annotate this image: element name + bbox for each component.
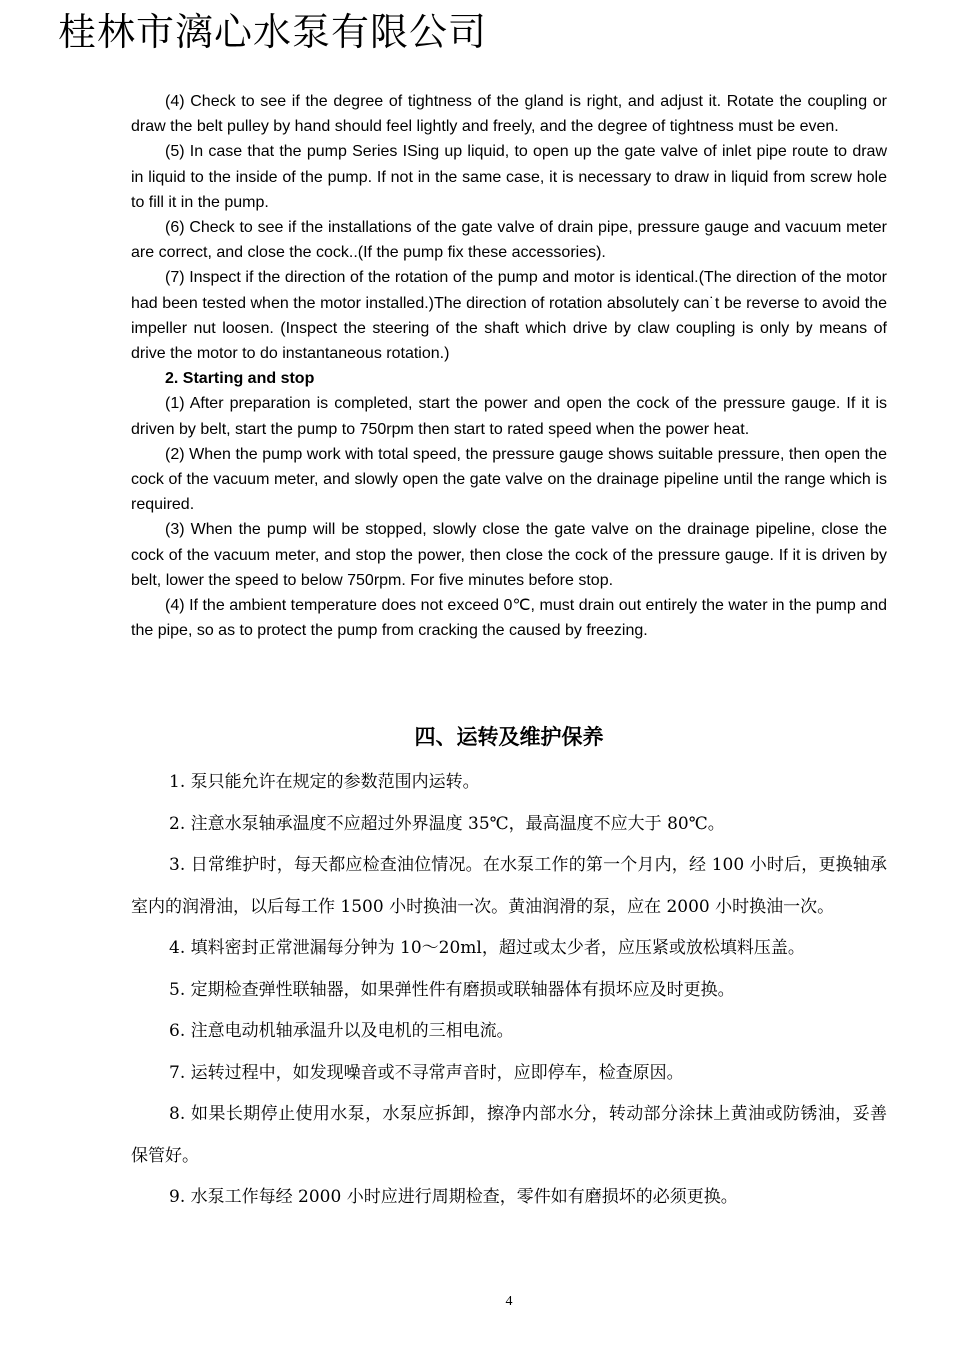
maintenance-item-4: 4. 填料密封正常泄漏每分钟为 10～20ml，超过或太少者，应压紧或放松填料压盖。 bbox=[169, 938, 805, 958]
english-instructions bbox=[131, 89, 887, 643]
instruction-item-7: (7) Inspect if the direction of the rotation of the pump and motor is identical.(The direction of the motor had been tested when the motor installed.)The direction of rotation absolutely can˙t be reverse to avoid the impeller nut loosen. (Inspect the steering of the shaft which drive by claw coupling is only by means of drive the motor to do instantaneous rotation.) bbox=[131, 269, 887, 363]
maintenance-item-6: 6. 注意电动机轴承温升以及电机的三相电流。 bbox=[169, 1021, 514, 1041]
instruction-item-5: (5) In case that the pump Series ISing up liquid, to open up the gate valve of inlet pipe route to draw in liquid to the inside of the pump. If not in the same case, it is necessary to draw in liquid from screw hole to fill it in the pump. bbox=[131, 143, 887, 211]
company-name-header: 桂林市漓心水泵有限公司 bbox=[58, 10, 488, 54]
maintenance-item-8: 8. 如果长期停止使用水泵，水泵应拆卸，擦净内部水分，转动部分涂抹上黄油或防锈油，妥善保管好。 bbox=[131, 1104, 887, 1166]
starting-item-4: (4) If the ambient temperature does not exceed 0℃, must drain out entirely the water in the pump and the pipe, so as to protect the pump from cracking the caused by freezing. bbox=[131, 597, 887, 640]
instruction-item-4: (4) Check to see if the degree of tightness of the gland is right, and adjust it. Rotate the coupling or draw the belt pulley by hand should feel lightly and freely, and the degree of tightness must be even. bbox=[131, 93, 887, 136]
maintenance-list bbox=[131, 762, 887, 1219]
maintenance-section-title: 四、运转及维护保养 bbox=[414, 725, 604, 749]
page-number: 4 bbox=[505, 1294, 513, 1309]
maintenance-item-1: 1. 泵只能允许在规定的参数范围内运转。 bbox=[169, 772, 480, 792]
instruction-item-6: (6) Check to see if the installations of the gate valve of drain pipe, pressure gauge and vacuum meter are correct, and close the cock..(If the pump fix these accessories). bbox=[131, 219, 887, 262]
maintenance-item-5: 5. 定期检查弹性联轴器，如果弹性件有磨损或联轴器体有损坏应及时更换。 bbox=[169, 979, 735, 1000]
maintenance-item-7: 7. 运转过程中，如发现噪音或不寻常声音时，应即停车，检查原因。 bbox=[169, 1062, 684, 1083]
maintenance-item-3: 3. 日常维护时，每天都应检查油位情况。在水泵工作的第一个月内，经 100 小时后，更换轴承室内的润滑油，以后每工作 1500 小时换油一次。黄油润滑的泵，应在 2000 小时换油一次。 bbox=[131, 855, 887, 917]
maintenance-item-9: 9. 水泵工作每经 2000 小时应进行周期检查，零件如有磨损坏的必须更换。 bbox=[169, 1187, 738, 1207]
starting-item-3: (3) When the pump will be stopped, slowly close the gate valve on the drainage pipeline, close the cock of the vacuum meter, and stop the power, then close the cock of the pressure gauge. If it is driven by belt, lower the speed to below 750rpm. For five minutes before stop. bbox=[131, 521, 887, 589]
maintenance-item-2: 2. 注意水泵轴承温度不应超过外界温度 35℃，最高温度不应大于 80℃。 bbox=[169, 813, 725, 834]
starting-item-2: (2) When the pump work with total speed, the pressure gauge shows suitable pressure, then open the cock of the vacuum meter, and slowly open the gate valve on the drainage pipeline until the range which is required. bbox=[131, 445, 887, 514]
starting-item-1: (1) After preparation is completed, start the power and open the cock of the pressure gauge. If it is driven by belt, start the pump to 750rpm then start to rated speed when the power heat. bbox=[131, 395, 887, 438]
section-2-heading: 2. Starting and stop bbox=[165, 370, 315, 388]
